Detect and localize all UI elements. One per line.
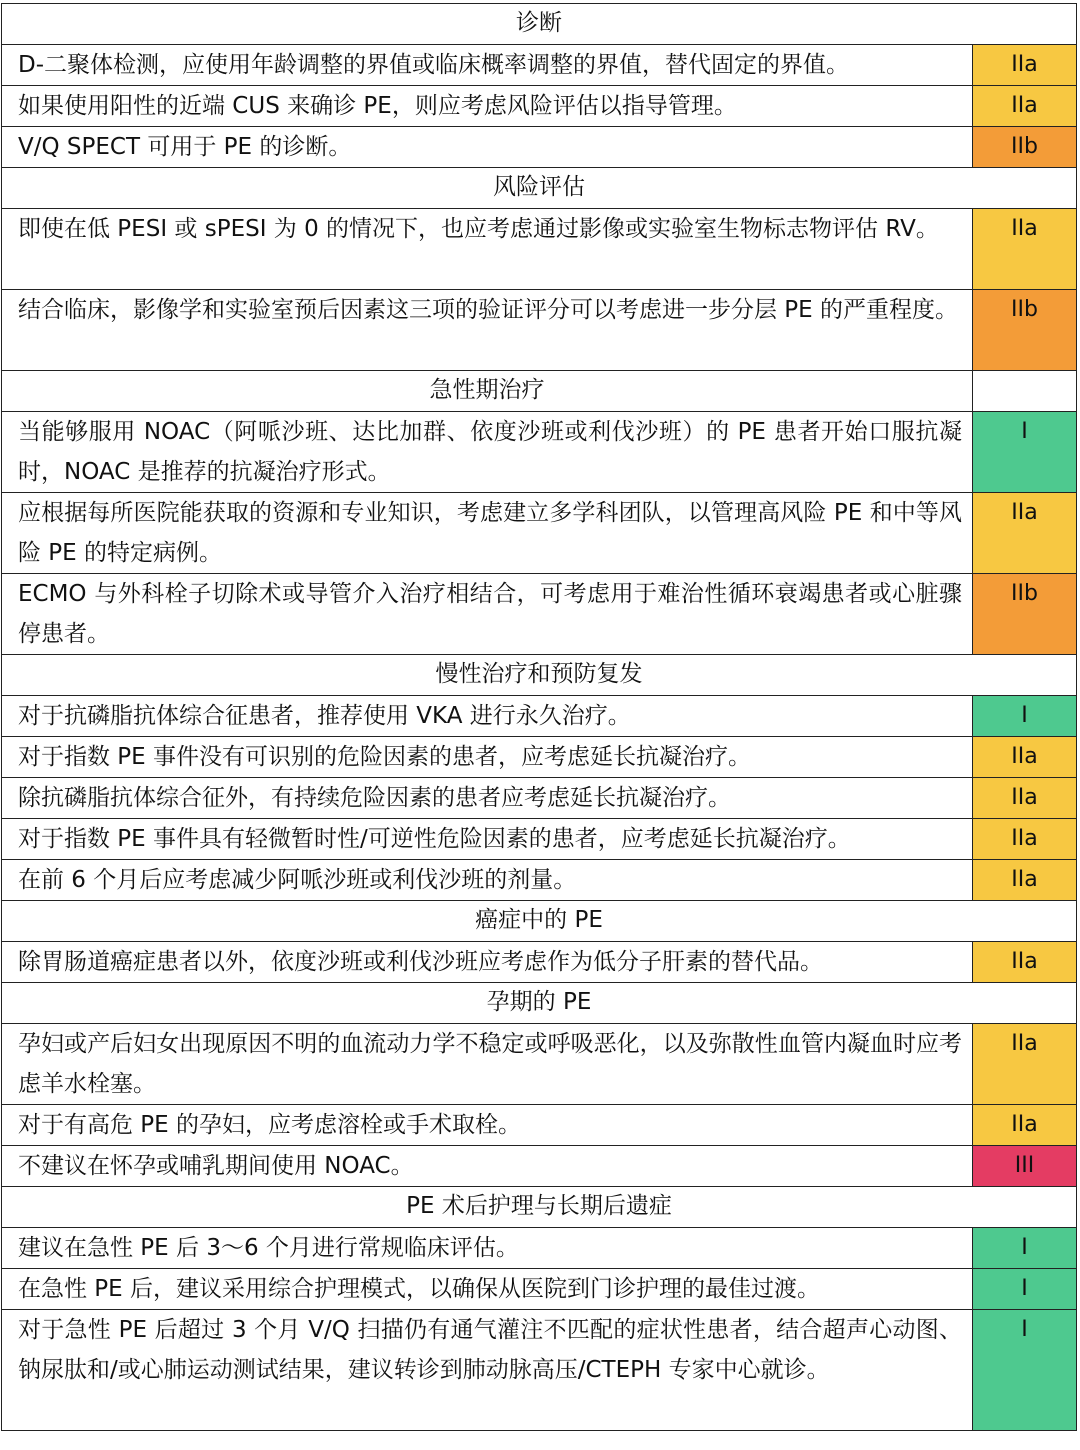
recommendation-row (2, 493, 1077, 574)
recommendation-row (2, 860, 1077, 901)
recommendation-row (2, 1310, 1077, 1431)
section-header-row (2, 655, 1077, 696)
class-badge: I (973, 1269, 1077, 1310)
recommendation-text: 孕妇或产后妇女出现原因不明的血流动力学不稳定或呼吸恶化，以及弥散性血管内凝血时应考虑羊水栓塞。 (2, 1024, 973, 1105)
section-header-row (2, 901, 1077, 942)
section-title: 慢性治疗和预防复发 (2, 655, 1077, 696)
section-title: 风险评估 (2, 168, 1077, 209)
class-badge: IIa (973, 1024, 1077, 1105)
recommendation-row (2, 209, 1077, 290)
class-badge: IIb (973, 574, 1077, 655)
recommendation-text: ECMO 与外科栓子切除术或导管介入治疗相结合，可考虑用于难治性循环衰竭患者或心脏骤停患者。 (2, 574, 973, 655)
recommendation-text: 当能够服用 NOAC（阿哌沙班、达比加群、依度沙班或利伐沙班）的 PE 患者开始口服抗凝时，NOAC 是推荐的抗凝治疗形式。 (2, 412, 973, 493)
recommendation-text: 对于抗磷脂抗体综合征患者，推荐使用 VKA 进行永久治疗。 (2, 696, 973, 737)
recommendations-table (1, 3, 1077, 1431)
class-badge: I (973, 1310, 1077, 1431)
empty-class-cell (973, 371, 1077, 412)
class-badge: IIb (973, 290, 1077, 371)
section-title: 癌症中的 PE (2, 901, 1077, 942)
section-title: PE 术后护理与长期后遗症 (2, 1187, 1077, 1228)
section-header-row (2, 983, 1077, 1024)
class-badge: IIb (973, 127, 1077, 168)
recommendation-text: 即使在低 PESI 或 sPESI 为 0 的情况下，也应考虑通过影像或实验室生物标志物评估 RV。 (2, 209, 973, 290)
recommendation-row (2, 1146, 1077, 1187)
recommendation-text: 对于指数 PE 事件具有轻微暂时性/可逆性危险因素的患者，应考虑延长抗凝治疗。 (2, 819, 973, 860)
recommendation-text: 在前 6 个月后应考虑减少阿哌沙班或利伐沙班的剂量。 (2, 860, 973, 901)
recommendation-row (2, 45, 1077, 86)
section-header-row (2, 168, 1077, 209)
section-header-row (2, 1187, 1077, 1228)
recommendation-row (2, 696, 1077, 737)
recommendation-text: 在急性 PE 后，建议采用综合护理模式，以确保从医院到门诊护理的最佳过渡。 (2, 1269, 973, 1310)
recommendation-row (2, 1105, 1077, 1146)
class-badge: IIa (973, 86, 1077, 127)
class-badge: IIa (973, 493, 1077, 574)
recommendation-text: D-二聚体检测，应使用年龄调整的界值或临床概率调整的界值，替代固定的界值。 (2, 45, 973, 86)
recommendation-text: V/Q SPECT 可用于 PE 的诊断。 (2, 127, 973, 168)
recommendation-row (2, 412, 1077, 493)
recommendation-row (2, 737, 1077, 778)
class-badge: I (973, 1228, 1077, 1269)
recommendation-text: 对于指数 PE 事件没有可识别的危险因素的患者，应考虑延长抗凝治疗。 (2, 737, 973, 778)
class-badge: IIa (973, 942, 1077, 983)
recommendation-row (2, 778, 1077, 819)
recommendation-row (2, 574, 1077, 655)
recommendation-row (2, 1024, 1077, 1105)
class-badge: IIa (973, 778, 1077, 819)
section-title: 急性期治疗 (2, 371, 973, 412)
recommendation-row (2, 942, 1077, 983)
recommendation-row (2, 290, 1077, 371)
class-badge: IIa (973, 737, 1077, 778)
class-badge: IIa (973, 45, 1077, 86)
recommendation-text: 除胃肠道癌症患者以外，依度沙班或利伐沙班应考虑作为低分子肝素的替代品。 (2, 942, 973, 983)
recommendation-text: 结合临床，影像学和实验室预后因素这三项的验证评分可以考虑进一步分层 PE 的严重程度。 (2, 290, 973, 371)
recommendation-row (2, 1228, 1077, 1269)
section-title: 诊断 (2, 4, 1077, 45)
recommendation-text: 建议在急性 PE 后 3～6 个月进行常规临床评估。 (2, 1228, 973, 1269)
section-title: 孕期的 PE (2, 983, 1077, 1024)
recommendation-text: 对于有高危 PE 的孕妇，应考虑溶栓或手术取栓。 (2, 1105, 973, 1146)
recommendation-row (2, 86, 1077, 127)
class-badge: III (973, 1146, 1077, 1187)
table-body (2, 4, 1077, 1431)
section-header-row (2, 371, 1077, 412)
class-badge: IIa (973, 1105, 1077, 1146)
class-badge: IIa (973, 860, 1077, 901)
section-header-row (2, 4, 1077, 45)
class-badge: IIa (973, 209, 1077, 290)
recommendation-text: 不建议在怀孕或哺乳期间使用 NOAC。 (2, 1146, 973, 1187)
recommendation-row (2, 127, 1077, 168)
class-badge: I (973, 696, 1077, 737)
recommendation-text: 对于急性 PE 后超过 3 个月 V/Q 扫描仍有通气灌注不匹配的症状性患者，结合超声心动图、钠尿肽和/或心肺运动测试结果，建议转诊到肺动脉高压/CTEPH 专家中心就诊。 (2, 1310, 973, 1431)
recommendation-text: 除抗磷脂抗体综合征外，有持续危险因素的患者应考虑延长抗凝治疗。 (2, 778, 973, 819)
recommendation-row (2, 819, 1077, 860)
class-badge: IIa (973, 819, 1077, 860)
recommendation-text: 如果使用阳性的近端 CUS 来确诊 PE，则应考虑风险评估以指导管理。 (2, 86, 973, 127)
class-badge: I (973, 412, 1077, 493)
recommendation-text: 应根据每所医院能获取的资源和专业知识，考虑建立多学科团队，以管理高风险 PE 和中等风险 PE 的特定病例。 (2, 493, 973, 574)
recommendation-row (2, 1269, 1077, 1310)
